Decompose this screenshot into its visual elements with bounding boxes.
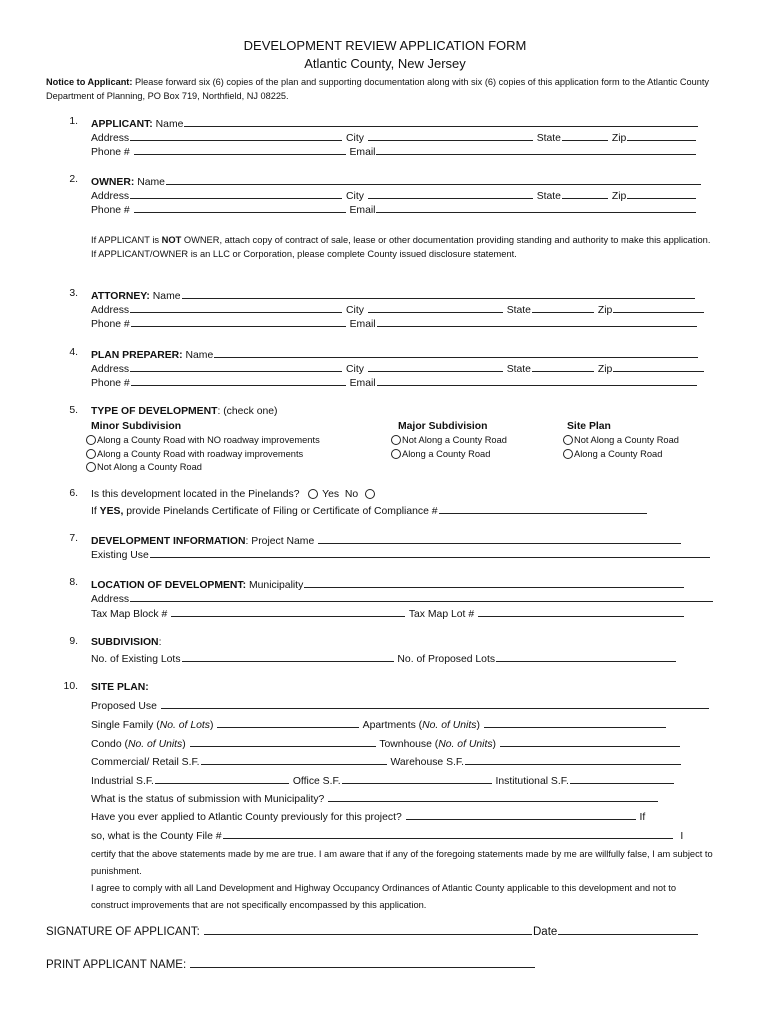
pinelands-certificate-row — [91, 503, 648, 518]
date-field[interactable] — [558, 922, 698, 935]
single-family-field[interactable] — [217, 717, 359, 728]
project-name-field[interactable] — [318, 533, 681, 544]
location-address-field[interactable] — [130, 591, 713, 602]
applied-previously-label: Have you ever applied to Atlantic County previously for this project? — [91, 812, 402, 823]
applicant-name-label: Name — [155, 119, 184, 130]
office-label: Office S.F. — [292, 776, 341, 787]
institutional-label: Institutional S.F. — [495, 776, 569, 787]
preparer-city-field[interactable] — [368, 361, 503, 372]
pinelands-no-label: No — [344, 489, 359, 500]
section-2-number: 2. — [69, 174, 78, 185]
applicant-phone-label: Phone # — [91, 147, 130, 158]
site-plan-title: Site Plan — [567, 421, 611, 432]
location-address-label: Address — [91, 594, 130, 605]
agree-statement: I agree to comply with all Land Development and Highway Occupancy Ordinances of Atlantic County applicable to this development and not to construct improvements that are not specifically encompassed by this application. — [91, 883, 677, 910]
subdivision-title: SUBDIVISION — [91, 637, 159, 648]
single-family-label: Single Family ( — [91, 720, 160, 731]
county-file-label: so, what is the County File # — [91, 831, 222, 842]
applicant-address-row — [91, 130, 697, 145]
existing-lots-field[interactable] — [182, 651, 394, 662]
proposed-use-field[interactable] — [161, 698, 709, 709]
signature-label: SIGNATURE OF APPLICANT: — [46, 926, 200, 938]
section-5-number: 5. — [69, 405, 78, 416]
owner-name-field[interactable] — [166, 174, 701, 185]
pinelands-no-radio[interactable] — [365, 489, 375, 499]
applicant-state-label: State — [536, 133, 561, 144]
industrial-row — [91, 773, 675, 788]
condo-field[interactable] — [190, 736, 376, 747]
attorney-zip-label: Zip — [597, 305, 613, 316]
owner-state-label: State — [536, 191, 561, 202]
existing-use-field[interactable] — [150, 547, 710, 558]
section-6-number: 6. — [69, 488, 78, 499]
minor-option-1[interactable] — [86, 434, 320, 447]
preparer-state-field[interactable] — [532, 361, 594, 372]
project-name-label: : Project Name — [245, 536, 315, 547]
municipality-label: Municipality — [248, 580, 304, 591]
paren: ) — [182, 739, 186, 750]
attorney-phone-label: Phone # — [91, 319, 130, 330]
owner-email-field[interactable] — [376, 202, 696, 213]
office-field[interactable] — [342, 773, 492, 784]
section-1-number: 1. — [69, 116, 78, 127]
form-subtitle: Atlantic County, New Jersey — [304, 56, 466, 71]
tax-block-field[interactable] — [171, 606, 405, 617]
site-option-2-label: Along a County Road — [574, 449, 663, 459]
condo-label: Condo ( — [91, 739, 128, 750]
attorney-phone-field[interactable] — [131, 316, 346, 327]
pinelands-if: If — [91, 506, 100, 517]
site-option-1-label: Not Along a County Road — [574, 435, 679, 445]
major-option-2[interactable] — [391, 448, 490, 461]
attorney-address-label: Address — [91, 305, 130, 316]
pinelands-certificate-field[interactable] — [439, 503, 647, 514]
pinelands-certificate-label: provide Pinelands Certificate of Filing or Certificate of Compliance # — [123, 506, 438, 517]
radio-icon[interactable] — [86, 449, 96, 459]
commercial-field[interactable] — [201, 754, 387, 765]
radio-icon[interactable] — [86, 435, 96, 445]
proposed-lots-field[interactable] — [496, 651, 676, 662]
notice-text: Please forward six (6) copies of the plan and supporting documentation along with six (6) copies of this application form to the Atlantic County Department of Planning, PO Box 719, Northfield, NJ 08225. — [46, 77, 710, 101]
proposed-lots-label: No. of Proposed Lots — [397, 654, 496, 665]
attorney-name-label: Name — [152, 291, 181, 302]
owner-zip-field[interactable] — [627, 188, 696, 199]
location-title: LOCATION OF DEVELOPMENT: — [91, 580, 247, 591]
project-name-row — [91, 533, 682, 548]
attorney-zip-field[interactable] — [613, 302, 704, 313]
owner-name-label: Name — [137, 177, 165, 188]
owner-note-post: OWNER, attach copy of contract of sale, lease or other documentation providing standing and authority to make this application. If APPLICANT/OWNER is an LLC or Corporation, please complete County issued disclosure statement. — [91, 235, 711, 259]
pinelands-question: Is this development located in the Pinelands? — [91, 489, 300, 500]
municipal-status-label: What is the status of submission with Municipality? — [91, 794, 325, 805]
print-name-label: PRINT APPLICANT NAME: — [46, 959, 187, 971]
owner-zip-label: Zip — [611, 191, 627, 202]
attorney-city-field[interactable] — [368, 302, 503, 313]
applied-previously-row — [91, 809, 645, 824]
condo-units-hint: No. of Units — [127, 739, 183, 750]
applicant-email-field[interactable] — [376, 144, 696, 155]
preparer-phone-label: Phone # — [91, 378, 130, 389]
print-name-row — [46, 955, 536, 971]
notice — [46, 75, 736, 103]
pinelands-yes-radio[interactable] — [308, 489, 318, 499]
applicant-address-field[interactable] — [130, 130, 342, 141]
attorney-state-label: State — [506, 305, 531, 316]
attorney-name-field[interactable] — [182, 288, 695, 299]
preparer-address-label: Address — [91, 364, 130, 375]
development-info-title: DEVELOPMENT INFORMATION — [91, 536, 246, 547]
signature-row — [46, 922, 699, 938]
owner-address-row — [91, 188, 697, 203]
preparer-address-field[interactable] — [130, 361, 342, 372]
single-family-row — [91, 717, 667, 732]
attorney-state-field[interactable] — [532, 302, 594, 313]
warehouse-field[interactable] — [465, 754, 681, 765]
minor-option-3-label: Not Along a County Road — [97, 462, 202, 472]
applicant-state-field[interactable] — [562, 130, 608, 141]
industrial-field[interactable] — [155, 773, 289, 784]
attorney-phone-row — [91, 316, 698, 331]
existing-use-row — [91, 547, 711, 562]
condo-row — [91, 736, 681, 751]
preparer-zip-field[interactable] — [613, 361, 704, 372]
minor-subdivision-title: Minor Subdivision — [91, 421, 182, 432]
applicant-phone-field[interactable] — [134, 144, 346, 155]
date-label: Date — [533, 926, 558, 938]
applicant-address-label: Address — [91, 133, 130, 144]
section-7-number: 7. — [69, 533, 78, 544]
site-option-2[interactable] — [563, 448, 662, 461]
applicant-name-field[interactable] — [184, 116, 698, 127]
apartments-units-hint: No. of Units — [422, 720, 477, 731]
minor-option-2-label: Along a County Road with roadway improvements — [97, 449, 304, 459]
preparer-name-label: Name — [185, 350, 214, 361]
notice-label: Notice to Applicant: — [46, 77, 133, 87]
owner-phone-row — [91, 202, 697, 217]
form-title: DEVELOPMENT REVIEW APPLICATION FORM — [243, 38, 527, 53]
paren: ) — [476, 720, 480, 731]
section-4-number: 4. — [69, 347, 78, 358]
preparer-zip-label: Zip — [597, 364, 613, 375]
apartments-label: Apartments ( — [362, 720, 423, 731]
attorney-address-row — [91, 302, 705, 317]
lots-row — [91, 651, 677, 666]
applicant-city-label: City — [346, 133, 364, 144]
subdivision-colon: : — [158, 637, 162, 648]
preparer-email-field[interactable] — [377, 375, 697, 386]
industrial-label: Industrial S.F. — [91, 776, 154, 787]
preparer-phone-field[interactable] — [131, 375, 346, 386]
radio-icon[interactable] — [391, 435, 401, 445]
development-type-hint: : (check one) — [217, 406, 278, 417]
certify-statement: certify that the above statements made by me are true. I am aware that if any of the foregoing statements made by me are willfully false, I am subject to punishment. — [91, 849, 713, 876]
warehouse-label: Warehouse S.F. — [390, 757, 464, 768]
major-subdivision-title: Major Subdivision — [398, 421, 488, 432]
site-plan-section-title: SITE PLAN: — [91, 682, 149, 693]
section-9-number: 9. — [69, 636, 78, 647]
tax-block-label: Tax Map Block # — [91, 609, 168, 620]
existing-lots-label: No. of Existing Lots — [91, 654, 181, 665]
section-10-number: 10. — [63, 681, 78, 692]
development-type-heading — [91, 405, 278, 418]
owner-phone-label: Phone # — [91, 205, 130, 216]
owner-email-label: Email — [349, 205, 376, 216]
paren: ) — [492, 739, 497, 750]
major-option-1[interactable] — [391, 434, 507, 447]
attorney-email-field[interactable] — [377, 316, 697, 327]
section-3-number: 3. — [69, 288, 78, 299]
tax-lot-field[interactable] — [478, 606, 684, 617]
radio-icon[interactable] — [563, 435, 573, 445]
development-type-title: TYPE OF DEVELOPMENT — [91, 406, 218, 417]
applied-previously-field[interactable] — [406, 809, 636, 820]
owner-note — [91, 233, 716, 261]
townhouse-units-hint: No. of Units — [438, 739, 493, 750]
preparer-city-label: City — [346, 364, 364, 375]
major-option-1-label: Not Along a County Road — [402, 435, 507, 445]
location-address-row — [91, 591, 714, 606]
pinelands-yes-label: Yes — [322, 489, 340, 500]
owner-note-pre: If APPLICANT is — [91, 235, 162, 245]
municipality-row — [91, 577, 685, 592]
proposed-use-row — [91, 698, 710, 713]
owner-address-field[interactable] — [130, 188, 342, 199]
i-word: I — [680, 831, 684, 842]
pinelands-if-yes: YES, — [99, 506, 124, 517]
municipal-status-field[interactable] — [328, 791, 658, 802]
preparer-address-row — [91, 361, 705, 376]
pinelands-question-row — [91, 488, 376, 501]
owner-title: OWNER: — [91, 177, 135, 188]
institutional-field[interactable] — [570, 773, 674, 784]
signature-field[interactable] — [204, 922, 532, 935]
commercial-label: Commercial/ Retail S.F. — [91, 757, 200, 768]
existing-use-label: Existing Use — [91, 550, 149, 561]
preparer-phone-row — [91, 375, 698, 390]
applicant-name-row — [91, 116, 699, 131]
applicant-title: APPLICANT: — [91, 119, 153, 130]
minor-option-3[interactable] — [86, 461, 202, 474]
paren: ) — [209, 720, 214, 731]
preparer-email-label: Email — [349, 378, 376, 389]
minor-option-2[interactable] — [86, 448, 303, 461]
print-name-field[interactable] — [190, 955, 535, 968]
preparer-name-field[interactable] — [214, 347, 698, 358]
preparer-title: PLAN PREPARER: — [91, 350, 183, 361]
attorney-address-field[interactable] — [130, 302, 342, 313]
subdivision-heading — [91, 636, 161, 649]
radio-icon[interactable] — [391, 449, 401, 459]
attorney-name-row — [91, 288, 696, 303]
county-file-row — [91, 828, 683, 843]
if-word: If — [639, 812, 646, 823]
townhouse-label: Townhouse ( — [379, 739, 439, 750]
owner-state-field[interactable] — [562, 188, 608, 199]
apartments-field[interactable] — [484, 717, 666, 728]
owner-phone-field[interactable] — [134, 202, 346, 213]
radio-icon[interactable] — [563, 449, 573, 459]
municipality-field[interactable] — [304, 577, 684, 588]
owner-city-field[interactable] — [368, 188, 533, 199]
preparer-state-label: State — [506, 364, 531, 375]
attorney-email-label: Email — [349, 319, 376, 330]
site-option-1[interactable] — [563, 434, 679, 447]
owner-address-label: Address — [91, 191, 130, 202]
attorney-title: ATTORNEY: — [91, 291, 150, 302]
county-file-field[interactable] — [223, 828, 673, 839]
municipal-status-row — [91, 791, 659, 806]
applicant-email-label: Email — [349, 147, 376, 158]
applicant-city-field[interactable] — [368, 130, 533, 141]
applicant-zip-label: Zip — [611, 133, 627, 144]
preparer-name-row — [91, 347, 699, 362]
radio-icon[interactable] — [86, 462, 96, 472]
townhouse-field[interactable] — [500, 736, 680, 747]
single-family-lots-hint: No. of Lots — [159, 720, 210, 731]
major-option-2-label: Along a County Road — [402, 449, 491, 459]
owner-note-not: NOT — [161, 235, 182, 245]
tax-lot-label: Tax Map Lot # — [408, 609, 475, 620]
tax-map-row — [91, 606, 685, 621]
commercial-row — [91, 754, 682, 769]
proposed-use-label: Proposed Use — [91, 701, 157, 712]
minor-option-1-label: Along a County Road with NO roadway improvements — [97, 435, 320, 445]
owner-city-label: City — [346, 191, 364, 202]
applicant-zip-field[interactable] — [627, 130, 696, 141]
section-8-number: 8. — [69, 577, 78, 588]
owner-name-row — [91, 174, 702, 189]
applicant-phone-row — [91, 144, 697, 159]
attorney-city-label: City — [346, 305, 364, 316]
